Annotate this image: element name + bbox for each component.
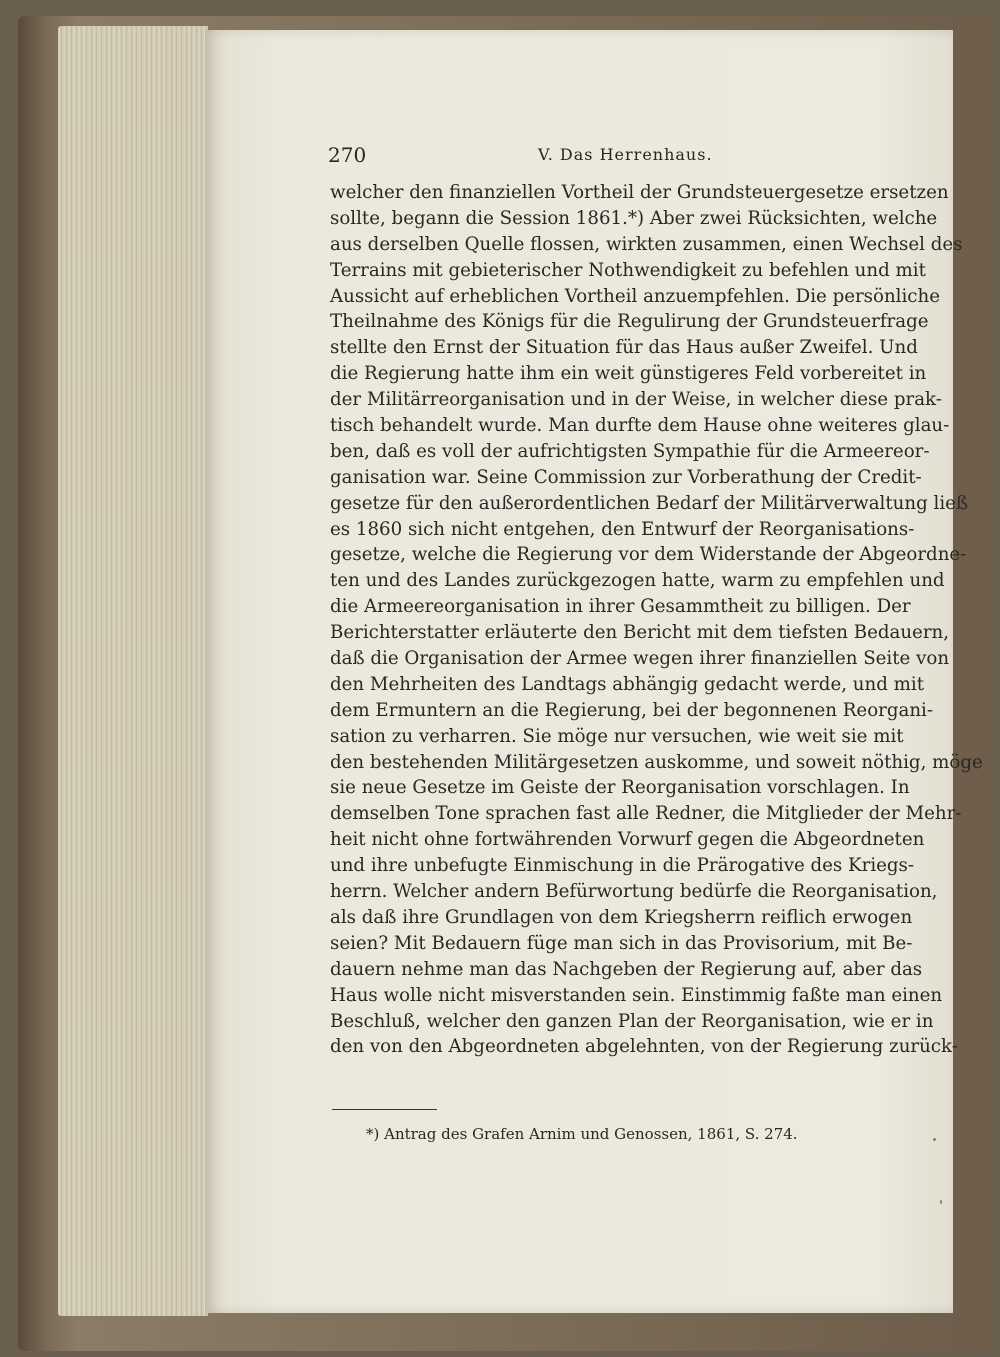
footnote: *) Antrag des Grafen Arnim und Genossen, 1861, S. 274. [366, 1125, 798, 1143]
running-head: V. Das Herrenhaus. [538, 145, 713, 164]
page-header [328, 143, 893, 169]
text-line: Beschluß, welcher den ganzen Plan der Reorganisation, wie er in [330, 1010, 934, 1032]
text-line: die Regierung hatte ihm ein weit günstigeres Feld vorbereitet in [330, 363, 927, 385]
footnote-rule [332, 1109, 437, 1110]
text-line: sollte, begann die Session 1861.*) Aber zwei Rücksichten, welche [330, 207, 938, 229]
text-line: aus derselben Quelle flossen, wirkten zusammen, einen Wechsel des [330, 233, 963, 255]
text-line: Aussicht auf erheblichen Vortheil anzuempfehlen. Die persönliche [330, 285, 940, 307]
text-line: sie neue Gesetze im Geiste der Reorganisation vorschlagen. In [330, 777, 910, 799]
text-line: welcher den finanziellen Vortheil der Grundsteuergesetze ersetzen [330, 182, 949, 203]
body-text [330, 180, 983, 1060]
text-line: es 1860 sich nicht entgehen, den Entwurf der Reorganisations- [330, 518, 915, 540]
text-line: heit nicht ohne fortwährenden Vorwurf gegen die Abgeordneten [330, 829, 925, 851]
text-line: daß die Organisation der Armee wegen ihrer finanziellen Seite von [330, 648, 950, 670]
text-line: die Armeereorganisation in ihrer Gesammtheit zu billigen. Der [330, 596, 911, 618]
paper-speck [940, 1200, 942, 1204]
text-line: gesetze für den außerordentlichen Bedarf der Militärverwaltung ließ [330, 492, 969, 514]
text-line: Berichterstatter erläuterte den Bericht mit dem tiefsten Bedauern, [330, 622, 950, 644]
text-line: ganisation war. Seine Commission zur Vorberathung der Credit- [330, 466, 922, 488]
text-line: den bestehenden Militärgesetzen auskomme, und soweit nöthig, möge [330, 751, 983, 773]
text-line: der Militärreorganisation und in der Weise, in welcher diese prak- [330, 389, 942, 411]
paper-speck [933, 1138, 936, 1141]
text-line: und ihre unbefugte Einmischung in die Prärogative des Kriegs- [330, 855, 915, 877]
text-line: als daß ihre Grundlagen von dem Kriegsherrn reiflich erwogen [330, 906, 913, 928]
text-line: herrn. Welcher andern Befürwortung bedürfe die Reorganisation, [330, 881, 938, 903]
text-line: tisch behandelt wurde. Man durfte dem Hause ohne weiteres glau- [330, 415, 950, 437]
text-line: ten und des Landes zurückgezogen hatte, warm zu empfehlen und [330, 570, 945, 592]
text-line: den von den Abgeordneten abgelehnten, von der Regierung zurück- [330, 1036, 958, 1058]
text-line: gesetze, welche die Regierung vor dem Widerstande der Abgeordne- [330, 544, 967, 566]
text-line: ben, daß es voll der aufrichtigsten Sympathie für die Armeereor- [330, 440, 930, 462]
text-line: Haus wolle nicht misverstanden sein. Einstimmig faßte man einen [330, 984, 943, 1006]
page-number: 270 [328, 143, 367, 167]
text-line: stellte den Ernst der Situation für das Haus außer Zweifel. Und [330, 337, 918, 359]
text-line: Terrains mit gebieterischer Nothwendigkeit zu befehlen und mit [330, 259, 926, 281]
page-edges [58, 26, 208, 1316]
text-line: dauern nehme man das Nachgeben der Regierung auf, aber das [330, 958, 923, 980]
text-line: Theilnahme des Königs für die Regulirung der Grundsteuerfrage [330, 311, 929, 333]
text-line: den Mehrheiten des Landtags abhängig gedacht werde, und mit [330, 673, 924, 695]
text-line: demselben Tone sprachen fast alle Redner, die Mitglieder der Mehr- [330, 803, 962, 825]
text-line: dem Ermuntern an die Regierung, bei der begonnenen Reorgani- [330, 699, 933, 721]
text-line: seien? Mit Bedauern füge man sich in das Provisorium, mit Be- [330, 932, 913, 954]
text-line: sation zu verharren. Sie möge nur versuchen, wie weit sie mit [330, 725, 904, 747]
